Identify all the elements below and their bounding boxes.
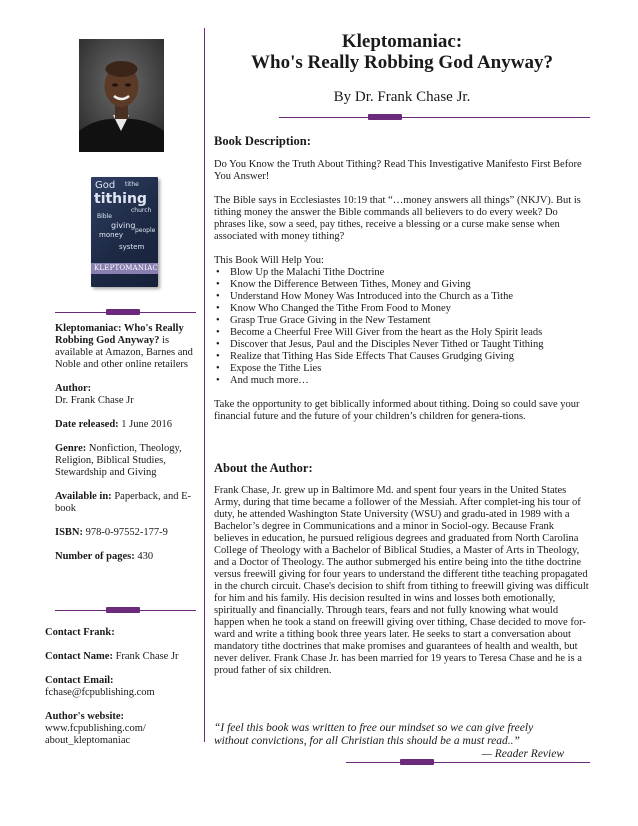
quote-line-2: without convictions, for all Christian this should be a must read..” xyxy=(214,735,520,747)
contact-heading: Contact Frank: xyxy=(45,627,115,638)
help-intro: This Book Will Help You: xyxy=(214,255,324,266)
cover-word: tithe xyxy=(125,181,139,188)
book-info-sidebar xyxy=(55,323,197,575)
contact-email-link[interactable]: fchase@fcpublishing.com xyxy=(45,687,155,698)
description-heading: Book Description: xyxy=(214,134,311,148)
contact-block xyxy=(45,627,200,759)
quote-attribution: — Reader Review xyxy=(481,748,564,760)
about-body: Frank Chase, Jr. grew up in Baltimore Md. and spent four years in the United States Army, during that time became a follower of the Messiah. After complet-ing his tour of duty, he attended Washington State University (WSU) and gradu-ated in 1989 with a Bachelor’s degree in Communications and a minor in Sociol-ogy. Because Frank believes in education, he pursued religious degrees and graduated from North Carolina College of Theology with a Bachelor of Biblical Studies, a Master of Arts in Theology, and a Doctor of Theology. The author submerged his entire being into the tithe doctrine versus freewill giving for four years to understand the different tithe teaching propagated in the church circuit. Chase's decision to shift from tithing to freewill giving was difficult for him and his family. His decision resulted in wins and losses both emotionally, spiritually and financially. Through tears, fears and not fully knowing what would happen when he took a stand on freewill giving over tithing, Chase decided to move for-ward and write a tithing book three years later. He seeks to start a conversation about mandatory tithe doctrines that make promises and guarantees of health and wealth, but never deliver. Frank Chase Jr. has been married for 19 years to Teresa Chase and he is a proud father of six children. xyxy=(214,485,589,676)
help-list-item: • Become a Cheerful Free Will Giver from the heart as the Holy Spirit leads xyxy=(214,327,590,339)
cover-word: giving xyxy=(111,221,136,230)
help-list-item: • Realize that Tithing Has Side Effects That Causes Grudging Giving xyxy=(214,351,590,363)
sidebar-book-title: Kleptomaniac: Who's Really Robbing God Anyway? xyxy=(55,323,184,346)
page-title xyxy=(214,31,590,73)
book-description xyxy=(214,135,590,423)
title-line-2: Who's Really Robbing God Anyway? xyxy=(251,52,553,73)
help-list-item: • Understand How Money Was Introduced into the Church as a Tithe xyxy=(214,291,590,303)
description-paragraph-1: Do You Know the Truth About Tithing? Read This Investigative Manifesto First Before You Answer! xyxy=(214,159,582,182)
help-list-item: • Expose the Tithe Lies xyxy=(214,363,590,375)
sidebar-date: Date released: 1 June 2016 xyxy=(55,419,173,430)
sidebar-genre: Genre: Nonfiction, Theology, Religion, Biblical Studies, Stewardship and Giving xyxy=(55,443,182,478)
contact-email: Contact Email: fchase@fcpublishing.com xyxy=(45,675,155,698)
help-list-item: • Know Who Changed the Tithe From Food to Money xyxy=(214,303,590,315)
help-list-item: • Know the Difference Between Tithes, Money and Giving xyxy=(214,279,590,291)
sidebar-pages: Number of pages: 430 xyxy=(55,551,154,562)
about-heading: About the Author: xyxy=(214,461,313,475)
help-list-item: • And much more… xyxy=(214,375,590,387)
website-link-line-1[interactable]: www.fcpublishing.com/ xyxy=(45,723,146,734)
contact-name: Contact Name: Frank Chase Jr xyxy=(45,651,179,662)
help-list xyxy=(214,267,590,387)
cover-title: KLEPTOMANIAC xyxy=(94,264,158,272)
cover-word: tithing xyxy=(94,191,147,207)
cover-word: money xyxy=(99,231,123,239)
cover-word: church xyxy=(131,207,152,214)
book-cover xyxy=(91,177,158,287)
description-paragraph-2: The Bible says in Ecclesiastes 10:19 that “…money answers all things” (NKJV). But is tithing money the answer the Bible commands all believers to do every week? Do phrases like, sow a seed, pay tithes, receive a blessing or a curse make sense when associated with money tithing? xyxy=(214,195,581,242)
author-photo xyxy=(79,39,164,152)
cover-word: God xyxy=(95,180,116,191)
sidebar-rule-bottom-tab xyxy=(106,607,140,613)
help-list-item: • Discover that Jesus, Paul and the Disciples Never Tithed or Taught Tithing xyxy=(214,339,590,351)
description-paragraph-3: Take the opportunity to get biblically informed about tithing. Doing so could save your financial future and the future of your children’s children for genera-tions. xyxy=(214,399,580,422)
byline-rule-tab xyxy=(368,114,402,120)
cover-word: Bible xyxy=(97,213,112,220)
title-line-1: Kleptomaniac: xyxy=(341,31,463,52)
sidebar-isbn: ISBN: 978-0-97552-177-9 xyxy=(55,527,168,538)
quote-line-1: “I feel this book was written to free our mindset so we can give freely xyxy=(214,722,534,734)
sidebar-author: Author: Dr. Frank Chase Jr xyxy=(55,383,134,406)
quote-rule xyxy=(346,762,590,763)
byline: By Dr. Frank Chase Jr. xyxy=(333,89,471,105)
reader-quote xyxy=(214,722,590,761)
cover-word: system xyxy=(119,243,145,251)
sidebar-availability: Kleptomaniac: Who's Really Robbing God Anyway? is available at Amazon, Barnes and Noble and other online retailers xyxy=(55,323,193,370)
contact-website: Author's website: www.fcpublishing.com/ about_kleptomaniac xyxy=(45,711,146,746)
sidebar-available-in: Available in: Paperback, and E-book xyxy=(55,491,191,514)
byline-rule xyxy=(279,117,590,118)
sidebar-rule-top-tab xyxy=(106,309,140,315)
about-author xyxy=(214,462,590,677)
website-link-line-2[interactable]: about_kleptomaniac xyxy=(45,735,131,746)
vertical-divider xyxy=(204,28,205,742)
cover-word: people xyxy=(135,227,156,234)
help-list-item: • Grasp True Grace Giving in the New Testament xyxy=(214,315,590,327)
help-list-item: • Blow Up the Malachi Tithe Doctrine xyxy=(214,267,590,279)
